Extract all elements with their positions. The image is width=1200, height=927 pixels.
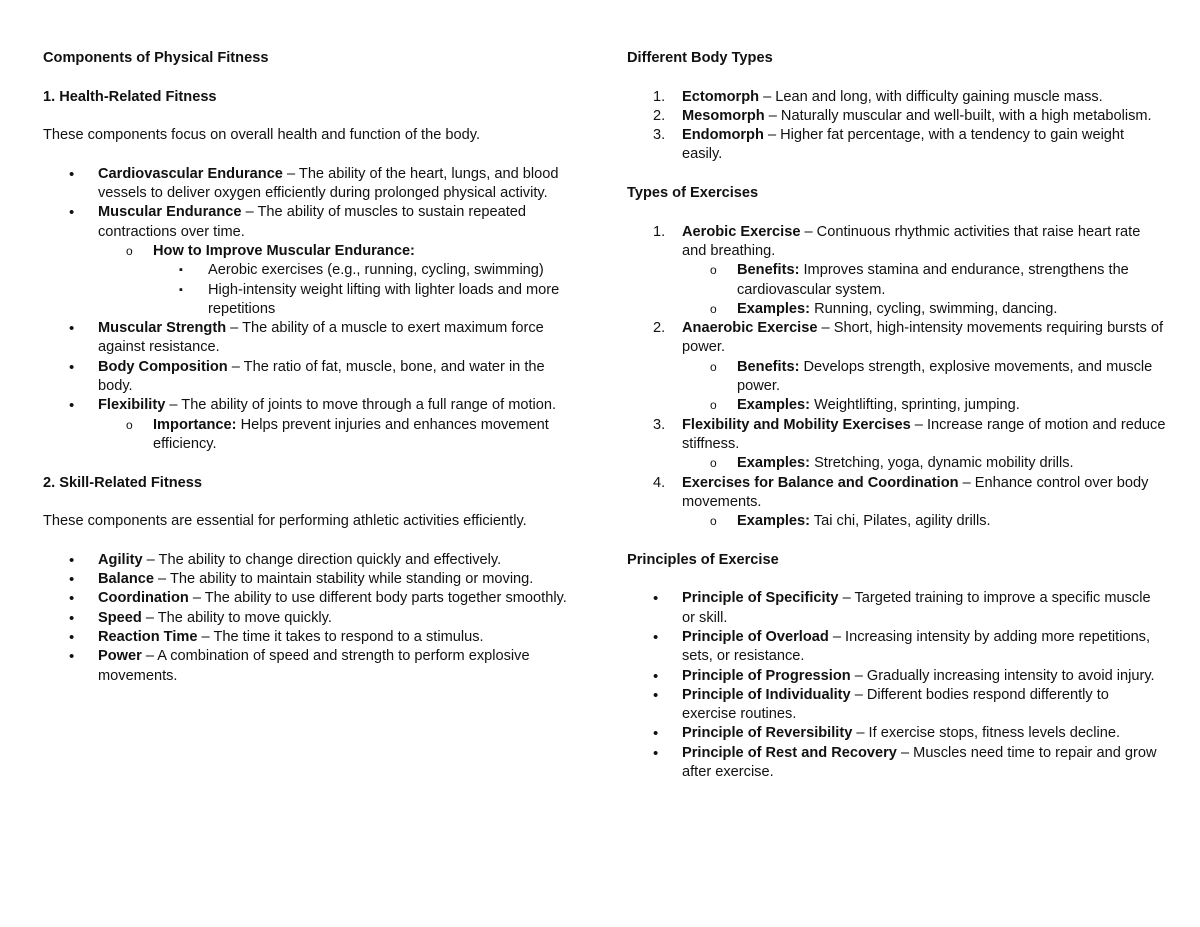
benefits-label: Benefits: bbox=[737, 358, 800, 375]
term: Principle of Rest and Recovery bbox=[682, 744, 897, 761]
health-related-heading: 1. Health-Related Fitness bbox=[43, 88, 217, 105]
term: Flexibility bbox=[98, 397, 166, 414]
term: Muscular Endurance bbox=[98, 204, 242, 221]
list-item bbox=[43, 396, 573, 454]
term: Principle of Specificity bbox=[682, 590, 839, 607]
term: Principle of Individuality bbox=[682, 686, 851, 703]
term: Cardiovascular Endurance bbox=[98, 165, 283, 182]
document-title: Components of Physical Fitness bbox=[43, 50, 269, 66]
definition: – Higher fat percentage, with a tendency to gain weight easily. bbox=[682, 127, 1125, 163]
list-item bbox=[682, 300, 1167, 319]
examples-text: Stretching, yoga, dynamic mobility drills. bbox=[810, 455, 1074, 472]
examples-text: Running, cycling, swimming, dancing. bbox=[810, 300, 1058, 317]
right-column bbox=[627, 49, 1167, 782]
list-number: 3. bbox=[653, 127, 666, 144]
list-item bbox=[627, 667, 1167, 686]
list-item bbox=[627, 724, 1167, 743]
definition: – Targeted training to improve a specific muscle or skill. bbox=[682, 590, 1151, 626]
term: Endomorph bbox=[682, 127, 764, 144]
body-types-heading: Different Body Types bbox=[627, 50, 773, 66]
list-item bbox=[627, 126, 1167, 165]
term: Anaerobic Exercise bbox=[682, 320, 818, 337]
list-item bbox=[43, 358, 573, 397]
list-item bbox=[98, 242, 573, 319]
definition: – The ability of joints to move through a full range of motion. bbox=[165, 397, 557, 414]
definition: – The ability to use different body parts together smoothly. bbox=[188, 590, 567, 607]
term: Ectomorph bbox=[682, 88, 760, 105]
list-item bbox=[682, 454, 1167, 473]
list-item bbox=[627, 223, 1167, 319]
flexibility-details bbox=[682, 454, 1167, 473]
definition: – Lean and long, with difficulty gaining muscle mass. bbox=[759, 88, 1103, 105]
skill-related-intro: These components are essential for performing athletic activities efficiently. bbox=[43, 513, 527, 530]
list-item: ▪ Aerobic exercises (e.g., running, cycling, swimming) bbox=[153, 261, 573, 280]
list-item bbox=[627, 107, 1167, 126]
list-item bbox=[43, 551, 573, 570]
list-item bbox=[627, 416, 1167, 474]
term: Body Composition bbox=[98, 358, 228, 375]
list-item bbox=[627, 628, 1167, 667]
list-item bbox=[43, 203, 573, 319]
definition: – The ability of muscles to sustain repeated contractions over time. bbox=[98, 204, 527, 240]
definition: – Different bodies respond differently to exercise routines. bbox=[682, 686, 1109, 723]
definition: – Muscles need time to repair and grow after exercise. bbox=[682, 744, 1157, 780]
definition: – The ability to move quickly. bbox=[141, 609, 332, 626]
definition: – Continuous rhythmic activities that raise heart rate and breathing. bbox=[682, 223, 1141, 259]
term: Muscular Strength bbox=[98, 320, 227, 337]
examples-text: Weightlifting, sprinting, jumping. bbox=[810, 397, 1020, 414]
list-item bbox=[43, 609, 573, 628]
list-item: ▪ High-intensity weight lifting with lighter loads and more repetitions bbox=[153, 281, 573, 320]
importance-sublist bbox=[98, 416, 573, 455]
list-item bbox=[627, 88, 1167, 107]
list-item bbox=[627, 744, 1167, 783]
term: Mesomorph bbox=[682, 107, 765, 124]
definition: – If exercise stops, fitness levels decline. bbox=[852, 725, 1121, 742]
list-item bbox=[43, 647, 573, 686]
exercise-types-heading: Types of Exercises bbox=[627, 185, 759, 202]
definition: – The ability to change direction quickly and effectively. bbox=[142, 551, 502, 568]
term: Power bbox=[98, 648, 142, 665]
list-item bbox=[682, 396, 1167, 415]
definition: – A combination of speed and strength to perform explosive movements. bbox=[98, 648, 530, 684]
aerobic-details bbox=[682, 261, 1167, 319]
definition: – The ability of the heart, lungs, and blood vessels to deliver oxygen efficiently during prolonged physical activity. bbox=[98, 165, 559, 202]
list-number: 2. bbox=[653, 320, 666, 337]
benefits-text: Develops strength, explosive movements, and muscle power. bbox=[737, 358, 1153, 395]
definition: – Increasing intensity by adding more repetitions, sets, or resistance. bbox=[682, 628, 1151, 665]
examples-label: Examples: bbox=[737, 455, 811, 472]
health-related-list bbox=[43, 165, 573, 454]
benefits-text: Improves stamina and endurance, strengthens the cardiovascular system. bbox=[737, 262, 1129, 298]
list-number: 1. bbox=[653, 223, 666, 240]
skill-related-heading: 2. Skill-Related Fitness bbox=[43, 474, 202, 491]
examples-label: Examples: bbox=[737, 397, 811, 414]
term: Principle of Progression bbox=[682, 667, 851, 684]
exercise-types-list bbox=[627, 223, 1167, 532]
examples-label: Examples: bbox=[737, 300, 811, 317]
list-item bbox=[43, 165, 573, 204]
balance-details bbox=[682, 512, 1167, 531]
term: Flexibility and Mobility Exercises bbox=[682, 416, 911, 433]
importance-text: Helps prevent injuries and enhances movement efficiency. bbox=[153, 416, 549, 452]
term: Exercises for Balance and Coordination bbox=[682, 474, 959, 491]
anaerobic-details bbox=[682, 358, 1167, 416]
principles-list bbox=[627, 589, 1167, 782]
definition: – Short, high-intensity movements requiring bursts of power. bbox=[682, 320, 1164, 356]
skill-related-list bbox=[43, 551, 573, 686]
list-item bbox=[43, 589, 573, 608]
definition: – The time it takes to respond to a stimulus. bbox=[197, 628, 484, 645]
term: Principle of Overload bbox=[682, 628, 829, 645]
list-number: 4. bbox=[653, 474, 666, 491]
definition: – Naturally muscular and well-built, with a high metabolism. bbox=[764, 107, 1152, 124]
list-item bbox=[43, 319, 573, 358]
definition: – Increase range of motion and reduce stiffness. bbox=[682, 416, 1166, 452]
list-number: 1. bbox=[653, 88, 666, 105]
body-types-list bbox=[627, 88, 1167, 165]
improve-sublist bbox=[98, 242, 573, 319]
health-related-intro: These components focus on overall health and function of the body. bbox=[43, 127, 481, 144]
list-item bbox=[627, 686, 1167, 725]
left-column bbox=[43, 49, 573, 686]
definition: – The ratio of fat, muscle, bone, and water in the body. bbox=[98, 358, 545, 395]
term: Aerobic Exercise bbox=[682, 223, 801, 240]
definition: – Gradually increasing intensity to avoid injury. bbox=[850, 667, 1155, 684]
examples-label: Examples: bbox=[737, 513, 811, 530]
definition: – The ability to maintain stability while standing or moving. bbox=[153, 571, 534, 588]
definition: – Enhance control over body movements. bbox=[682, 474, 1149, 510]
term: Principle of Reversibility bbox=[682, 725, 853, 742]
list-item bbox=[43, 570, 573, 589]
benefits-label: Benefits: bbox=[737, 262, 800, 279]
list-item bbox=[43, 628, 573, 647]
list-item bbox=[627, 319, 1167, 415]
examples-text: Tai chi, Pilates, agility drills. bbox=[810, 513, 991, 530]
definition: – The ability of a muscle to exert maximum force against resistance. bbox=[98, 320, 544, 356]
list-item bbox=[627, 589, 1167, 628]
improve-methods bbox=[153, 261, 573, 319]
improve-label: How to Improve Muscular Endurance: bbox=[153, 242, 415, 259]
principles-heading: Principles of Exercise bbox=[627, 551, 779, 568]
term: Reaction Time bbox=[98, 628, 198, 645]
term: Balance bbox=[98, 571, 154, 588]
list-item bbox=[98, 416, 573, 455]
term: Speed bbox=[98, 609, 142, 626]
list-number: 3. bbox=[653, 416, 666, 433]
list-item bbox=[682, 358, 1167, 397]
importance-label: Importance: bbox=[153, 416, 237, 433]
term: Coordination bbox=[98, 590, 189, 607]
list-item bbox=[682, 261, 1167, 300]
term: Agility bbox=[98, 551, 143, 568]
list-number: 2. bbox=[653, 107, 666, 124]
list-item bbox=[682, 512, 1167, 531]
list-item bbox=[627, 474, 1167, 532]
